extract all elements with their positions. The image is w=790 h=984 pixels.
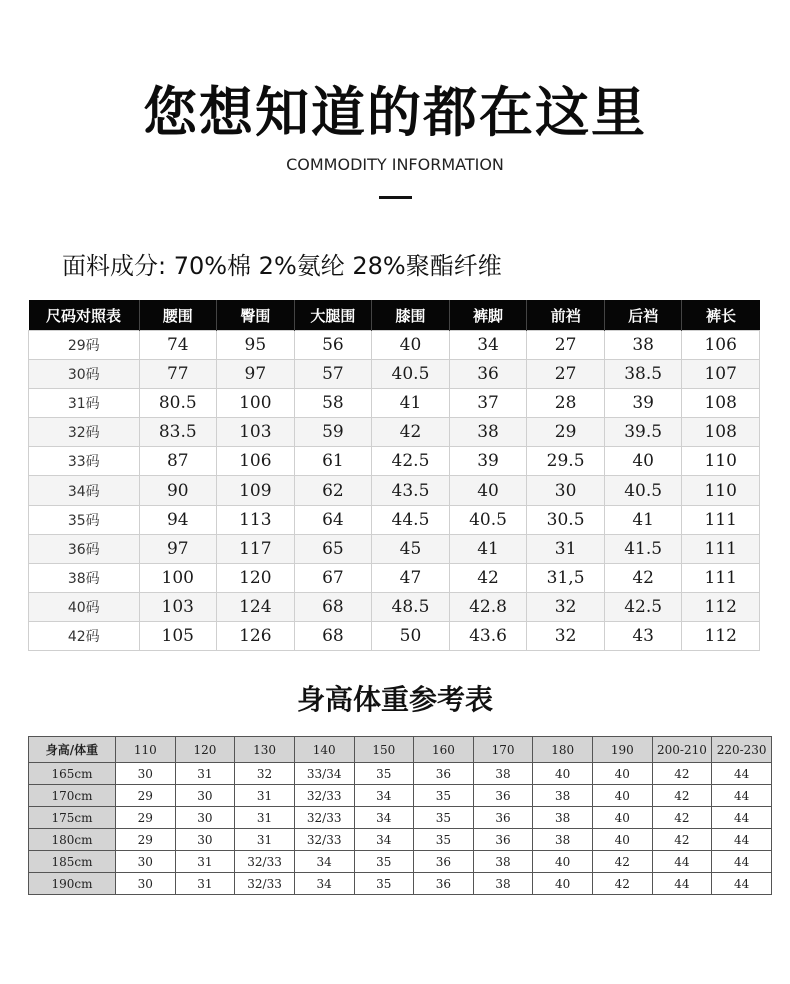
size-recommendation-cell: 36 (414, 763, 474, 785)
size-value-cell: 41 (449, 534, 527, 563)
size-value-cell: 38 (449, 418, 527, 447)
size-recommendation-cell: 40 (593, 763, 653, 785)
size-chart-header-cell: 腰围 (139, 300, 217, 331)
size-recommendation-cell: 35 (414, 829, 474, 851)
height-weight-header-row (29, 737, 772, 763)
height-weight-title: 身高体重参考表 (296, 683, 493, 716)
size-chart-row (29, 505, 760, 534)
height-weight-header-cell: 150 (354, 737, 414, 763)
height-weight-header-cell: 110 (116, 737, 176, 763)
height-weight-row (29, 807, 772, 829)
size-chart-row (29, 389, 760, 418)
size-value-cell: 41.5 (604, 534, 682, 563)
size-recommendation-cell: 38 (533, 807, 593, 829)
size-value-cell: 40 (372, 331, 450, 360)
size-value-cell: 109 (217, 476, 295, 505)
size-value-cell: 120 (217, 563, 295, 592)
size-chart-table (28, 300, 760, 651)
size-value-cell: 29.5 (527, 447, 605, 476)
size-recommendation-cell: 42 (652, 785, 712, 807)
size-recommendation-cell: 34 (294, 851, 354, 873)
size-value-cell: 100 (139, 563, 217, 592)
size-recommendation-cell: 31 (235, 829, 295, 851)
size-value-cell: 74 (139, 331, 217, 360)
size-recommendation-cell: 31 (175, 873, 235, 895)
size-value-cell: 39.5 (604, 418, 682, 447)
size-value-cell: 126 (217, 621, 295, 650)
size-value-cell: 61 (294, 447, 372, 476)
size-label-cell: 31码 (29, 389, 140, 418)
size-recommendation-cell: 36 (414, 851, 474, 873)
size-value-cell: 29 (527, 418, 605, 447)
size-label-cell: 42码 (29, 621, 140, 650)
size-value-cell: 40.5 (449, 505, 527, 534)
size-value-cell: 117 (217, 534, 295, 563)
size-value-cell: 103 (217, 418, 295, 447)
size-value-cell: 38.5 (604, 360, 682, 389)
size-value-cell: 111 (682, 534, 760, 563)
size-recommendation-cell: 44 (712, 829, 772, 851)
size-recommendation-cell: 44 (652, 851, 712, 873)
size-value-cell: 111 (682, 563, 760, 592)
size-value-cell: 68 (294, 621, 372, 650)
size-recommendation-cell: 44 (712, 873, 772, 895)
size-value-cell: 37 (449, 389, 527, 418)
size-label-cell: 38码 (29, 563, 140, 592)
size-value-cell: 56 (294, 331, 372, 360)
size-value-cell: 110 (682, 476, 760, 505)
size-value-cell: 31 (527, 534, 605, 563)
size-recommendation-cell: 31 (175, 763, 235, 785)
size-value-cell: 34 (449, 331, 527, 360)
size-chart-header-cell: 臀围 (217, 300, 295, 331)
size-recommendation-cell: 40 (533, 873, 593, 895)
size-value-cell: 42 (449, 563, 527, 592)
size-chart-body (29, 331, 760, 651)
height-weight-header-cell: 170 (473, 737, 533, 763)
size-recommendation-cell: 29 (116, 785, 176, 807)
size-recommendation-cell: 38 (473, 763, 533, 785)
size-recommendation-cell: 30 (175, 829, 235, 851)
size-label-cell: 36码 (29, 534, 140, 563)
size-value-cell: 43.6 (449, 621, 527, 650)
size-chart-row (29, 418, 760, 447)
size-value-cell: 43 (604, 621, 682, 650)
size-value-cell: 39 (604, 389, 682, 418)
height-label-cell: 165cm (29, 763, 116, 785)
size-recommendation-cell: 32/33 (235, 851, 295, 873)
page-subtitle: COMMODITY INFORMATION (286, 155, 504, 174)
size-recommendation-cell: 32/33 (235, 873, 295, 895)
height-weight-row (29, 763, 772, 785)
height-weight-header-cell: 160 (414, 737, 474, 763)
size-recommendation-cell: 29 (116, 829, 176, 851)
size-recommendation-cell: 36 (473, 807, 533, 829)
size-value-cell: 105 (139, 621, 217, 650)
size-value-cell: 28 (527, 389, 605, 418)
size-value-cell: 32 (527, 592, 605, 621)
size-recommendation-cell: 34 (294, 873, 354, 895)
size-recommendation-cell: 35 (414, 785, 474, 807)
size-recommendation-cell: 40 (593, 829, 653, 851)
size-value-cell: 124 (217, 592, 295, 621)
size-value-cell: 95 (217, 331, 295, 360)
size-value-cell: 77 (139, 360, 217, 389)
size-value-cell: 44.5 (372, 505, 450, 534)
size-recommendation-cell: 42 (652, 829, 712, 851)
height-weight-header-cell: 120 (175, 737, 235, 763)
size-value-cell: 40 (449, 476, 527, 505)
size-label-cell: 30码 (29, 360, 140, 389)
size-chart-row (29, 331, 760, 360)
size-recommendation-cell: 42 (652, 763, 712, 785)
size-recommendation-cell: 35 (354, 851, 414, 873)
size-label-cell: 29码 (29, 331, 140, 360)
size-value-cell: 41 (372, 389, 450, 418)
size-chart-row (29, 360, 760, 389)
size-recommendation-cell: 38 (533, 829, 593, 851)
size-value-cell: 40 (604, 447, 682, 476)
size-recommendation-cell: 44 (712, 851, 772, 873)
size-value-cell: 107 (682, 360, 760, 389)
height-weight-header-cell: 180 (533, 737, 593, 763)
height-weight-header-cell: 200-210 (652, 737, 712, 763)
size-recommendation-cell: 29 (116, 807, 176, 829)
size-recommendation-cell: 40 (593, 807, 653, 829)
size-value-cell: 38 (604, 331, 682, 360)
height-label-cell: 185cm (29, 851, 116, 873)
height-weight-table (28, 736, 772, 895)
size-recommendation-cell: 35 (414, 807, 474, 829)
size-recommendation-cell: 36 (473, 829, 533, 851)
size-chart-header-cell: 膝围 (372, 300, 450, 331)
size-value-cell: 97 (217, 360, 295, 389)
size-value-cell: 40.5 (604, 476, 682, 505)
size-recommendation-cell: 30 (175, 807, 235, 829)
size-recommendation-cell: 34 (354, 829, 414, 851)
size-value-cell: 103 (139, 592, 217, 621)
size-value-cell: 59 (294, 418, 372, 447)
size-value-cell: 42.5 (604, 592, 682, 621)
size-value-cell: 112 (682, 592, 760, 621)
size-recommendation-cell: 44 (652, 873, 712, 895)
size-recommendation-cell: 38 (533, 785, 593, 807)
height-weight-row (29, 829, 772, 851)
size-value-cell: 42.5 (372, 447, 450, 476)
size-recommendation-cell: 32/33 (294, 807, 354, 829)
size-recommendation-cell: 30 (175, 785, 235, 807)
size-recommendation-cell: 35 (354, 763, 414, 785)
size-chart-header-cell: 裤脚 (449, 300, 527, 331)
size-value-cell: 68 (294, 592, 372, 621)
size-value-cell: 58 (294, 389, 372, 418)
size-recommendation-cell: 44 (712, 763, 772, 785)
size-recommendation-cell: 32/33 (294, 829, 354, 851)
size-chart-header-cell: 大腿围 (294, 300, 372, 331)
size-value-cell: 42 (372, 418, 450, 447)
size-chart-row (29, 563, 760, 592)
height-weight-header-cell: 130 (235, 737, 295, 763)
size-recommendation-cell: 32 (235, 763, 295, 785)
size-recommendation-cell: 36 (473, 785, 533, 807)
size-value-cell: 36 (449, 360, 527, 389)
size-recommendation-cell: 35 (354, 873, 414, 895)
title-divider (379, 196, 412, 199)
size-value-cell: 90 (139, 476, 217, 505)
size-value-cell: 32 (527, 621, 605, 650)
size-recommendation-cell: 33/34 (294, 763, 354, 785)
size-value-cell: 43.5 (372, 476, 450, 505)
size-value-cell: 45 (372, 534, 450, 563)
height-weight-row (29, 873, 772, 895)
size-recommendation-cell: 38 (473, 873, 533, 895)
size-value-cell: 80.5 (139, 389, 217, 418)
size-value-cell: 31,5 (527, 563, 605, 592)
size-recommendation-cell: 31 (175, 851, 235, 873)
size-recommendation-cell: 40 (593, 785, 653, 807)
size-value-cell: 30.5 (527, 505, 605, 534)
size-chart-row (29, 447, 760, 476)
height-weight-header-cell: 220-230 (712, 737, 772, 763)
size-chart-header-row (29, 300, 760, 331)
size-value-cell: 42 (604, 563, 682, 592)
height-weight-header-cell: 190 (593, 737, 653, 763)
size-chart-header-cell: 后裆 (604, 300, 682, 331)
size-value-cell: 106 (217, 447, 295, 476)
size-chart-header-cell: 尺码对照表 (29, 300, 140, 331)
height-label-cell: 190cm (29, 873, 116, 895)
size-value-cell: 65 (294, 534, 372, 563)
size-chart-header-cell: 裤长 (682, 300, 760, 331)
fabric-composition: 面料成分: 70%棉 2%氨纶 28%聚酯纤维 (62, 252, 502, 280)
size-recommendation-cell: 32/33 (294, 785, 354, 807)
size-recommendation-cell: 31 (235, 785, 295, 807)
size-recommendation-cell: 38 (473, 851, 533, 873)
size-recommendation-cell: 34 (354, 785, 414, 807)
size-value-cell: 41 (604, 505, 682, 534)
size-recommendation-cell: 40 (533, 851, 593, 873)
height-label-cell: 180cm (29, 829, 116, 851)
size-value-cell: 108 (682, 389, 760, 418)
size-value-cell: 27 (527, 331, 605, 360)
size-recommendation-cell: 34 (354, 807, 414, 829)
size-value-cell: 42.8 (449, 592, 527, 621)
size-label-cell: 35码 (29, 505, 140, 534)
size-label-cell: 33码 (29, 447, 140, 476)
size-label-cell: 32码 (29, 418, 140, 447)
height-weight-row (29, 851, 772, 873)
size-value-cell: 94 (139, 505, 217, 534)
size-value-cell: 27 (527, 360, 605, 389)
size-recommendation-cell: 42 (593, 873, 653, 895)
size-recommendation-cell: 42 (652, 807, 712, 829)
size-value-cell: 64 (294, 505, 372, 534)
size-recommendation-cell: 30 (116, 873, 176, 895)
size-recommendation-cell: 40 (533, 763, 593, 785)
size-chart-row (29, 592, 760, 621)
height-weight-row (29, 785, 772, 807)
height-weight-body (29, 737, 772, 895)
size-value-cell: 87 (139, 447, 217, 476)
size-value-cell: 67 (294, 563, 372, 592)
size-recommendation-cell: 44 (712, 807, 772, 829)
size-value-cell: 62 (294, 476, 372, 505)
size-value-cell: 110 (682, 447, 760, 476)
size-recommendation-cell: 36 (414, 873, 474, 895)
size-value-cell: 111 (682, 505, 760, 534)
size-value-cell: 30 (527, 476, 605, 505)
height-weight-header-cell: 身高/体重 (29, 737, 116, 763)
size-chart-row (29, 476, 760, 505)
size-value-cell: 100 (217, 389, 295, 418)
size-value-cell: 48.5 (372, 592, 450, 621)
size-value-cell: 113 (217, 505, 295, 534)
size-value-cell: 97 (139, 534, 217, 563)
size-value-cell: 83.5 (139, 418, 217, 447)
size-value-cell: 57 (294, 360, 372, 389)
size-label-cell: 40码 (29, 592, 140, 621)
size-value-cell: 47 (372, 563, 450, 592)
size-chart-row (29, 621, 760, 650)
size-label-cell: 34码 (29, 476, 140, 505)
size-recommendation-cell: 30 (116, 851, 176, 873)
height-label-cell: 170cm (29, 785, 116, 807)
size-value-cell: 108 (682, 418, 760, 447)
size-recommendation-cell: 31 (235, 807, 295, 829)
size-value-cell: 40.5 (372, 360, 450, 389)
size-chart-row (29, 534, 760, 563)
size-value-cell: 112 (682, 621, 760, 650)
size-recommendation-cell: 30 (116, 763, 176, 785)
size-chart-header-cell: 前裆 (527, 300, 605, 331)
size-recommendation-cell: 42 (593, 851, 653, 873)
size-recommendation-cell: 44 (712, 785, 772, 807)
height-weight-header-cell: 140 (294, 737, 354, 763)
size-value-cell: 106 (682, 331, 760, 360)
size-value-cell: 50 (372, 621, 450, 650)
size-value-cell: 39 (449, 447, 527, 476)
height-label-cell: 175cm (29, 807, 116, 829)
page-title: 您想知道的都在这里 (143, 81, 647, 144)
